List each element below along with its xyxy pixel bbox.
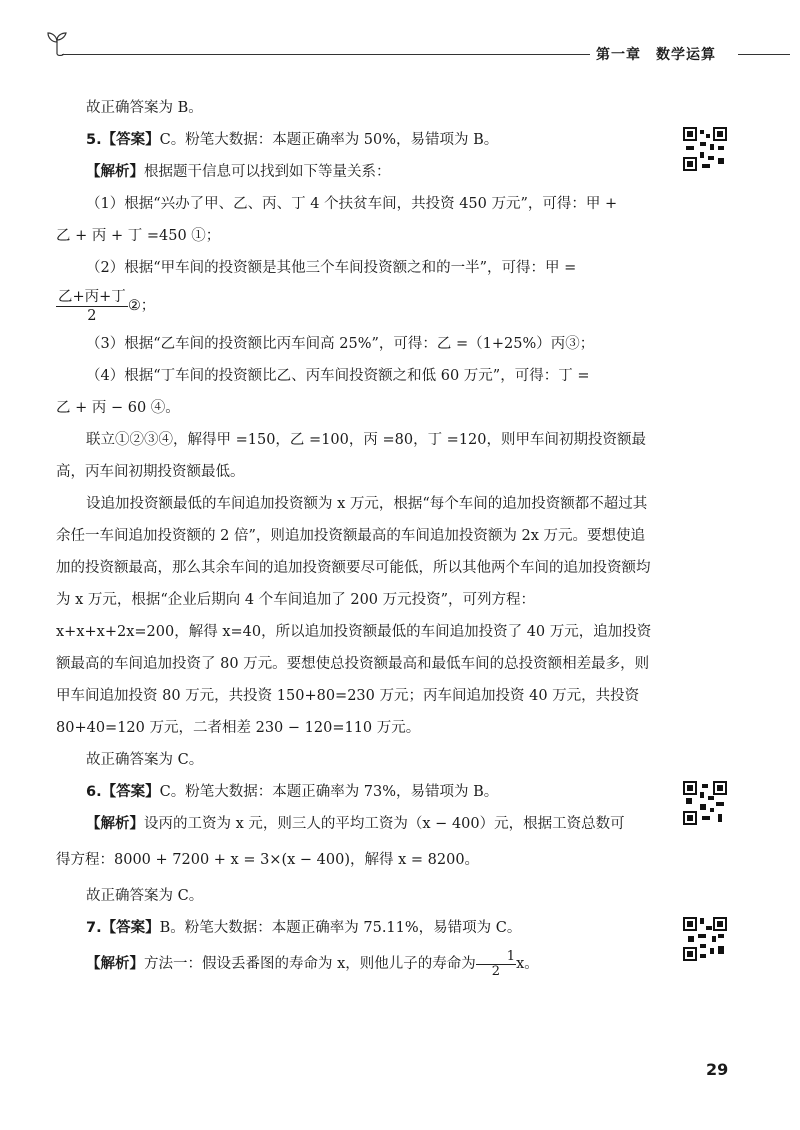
chapter-title: 第一章 数学运算 [596,47,716,63]
answer-text: C。粉笔大数据：本题正确率为 73%，易错项为 B。 [159,784,499,800]
analysis-5 [56,156,656,188]
analysis-label: 【解析】 [86,164,144,180]
analysis-label: 【解析】 [86,816,144,832]
answer-7 [56,912,656,944]
formula-tail: ②； [127,298,156,314]
analysis-text: 方法一：假设丢番图的寿命为 x，则他儿子的寿命为 [144,956,476,972]
header-rule-right [738,54,790,55]
condition-3: （3）根据“乙车间的投资额比丙车间高 25%”，可得：乙 =（1+25%）丙③； [86,336,595,352]
result-2: 设追加投资额最低的车间追加投资额为 x 万元，根据“每个车间的追加投资额都不超过其余任一车间追加投资额的 2 倍”，则追加投资额最高的车间追加投资额为 2x 万元。要想使追加的投资额最高，那么其余车间的追加投资额要尽可能低，所以其他两个车间的追加投资额均为 x 万元，根据“企业后期向 4 个车间追加了 200 万元投资”，可列方程：x+x+x+2x=200，解得 x=40，所以追加投资额最低的车间追加投资了 40 万元，追加投资额最高的车间追加投资了 80 万元。要想使总投资额最高和最低车间的总投资额相差最多，则甲车间追加投资 80 万元，共投资 150+80=230 万元；丙车间追加投资 40 万元，共投资 80+40=120 万元，二者相差 230 − 120=110 万元。 [56,496,652,736]
answer-text: B。粉笔大数据：本题正确率为 75.11%，易错项为 C。 [159,920,522,936]
answer-5 [56,124,656,156]
page-content [56,92,656,984]
fraction [476,950,516,979]
analysis-text: 设丙的工资为 x 元，则三人的平均工资为（x − 400）元，根据工资总数可 [144,816,625,832]
page-number: 29 [706,1060,729,1079]
fraction-numerator: 乙+丙+丁 [58,288,126,305]
leaf-logo-icon [44,30,70,56]
analysis-7 [56,944,656,984]
condition-4-cont: 乙 + 丙 − 60 ④。 [56,400,180,416]
condition-2: （2）根据“甲车间的投资额是其他三个车间投资额之和的一半”，可得：甲 = [86,260,577,276]
header-rule-left [62,54,590,55]
answer-text: C。粉笔大数据：本题正确率为 50%，易错项为 B。 [159,132,499,148]
condition-2-formula [56,284,656,328]
condition-1-cont: 乙 + 丙 + 丁 =450 ①； [56,228,221,244]
conclusion-5: 故正确答案为 C。 [86,752,204,768]
paragraph: 故正确答案为 B。 [86,100,203,116]
qr-code-icon[interactable] [682,126,728,172]
answer-6 [56,776,656,808]
result-1: 联立①②③④，解得甲 =150，乙 =100，丙 =80，丁 =120，则甲车间初期投资额最高，丙车间初期投资额最低。 [56,432,647,480]
analysis-6 [56,808,656,840]
analysis-6-cont: 得方程：8000 + 7200 + x = 3×(x − 400)，解得 x = 8200。 [56,852,480,868]
fraction-numerator: 1 [476,950,516,965]
fraction-denominator: 2 [87,307,97,324]
qr-code-icon[interactable] [682,916,728,962]
formula-tail: x。 [516,956,539,972]
condition-4: （4）根据“丁车间的投资额比乙、丙车间投资额之和低 60 万元”，可得：丁 = [86,368,590,384]
answer-label: 7.【答案】 [86,920,160,936]
analysis-label: 【解析】 [86,956,144,972]
conclusion-6: 故正确答案为 C。 [86,888,204,904]
condition-1: （1）根据“兴办了甲、乙、丙、丁 4 个扶贫车间，共投资 450 万元”，可得：甲 + [86,196,618,212]
fraction-denominator: 2 [491,963,501,979]
fraction [56,288,128,325]
qr-code-icon[interactable] [682,780,728,826]
analysis-text: 根据题干信息可以找到如下等量关系： [144,164,391,180]
answer-label: 5.【答案】 [86,132,160,148]
answer-label: 6.【答案】 [86,784,160,800]
